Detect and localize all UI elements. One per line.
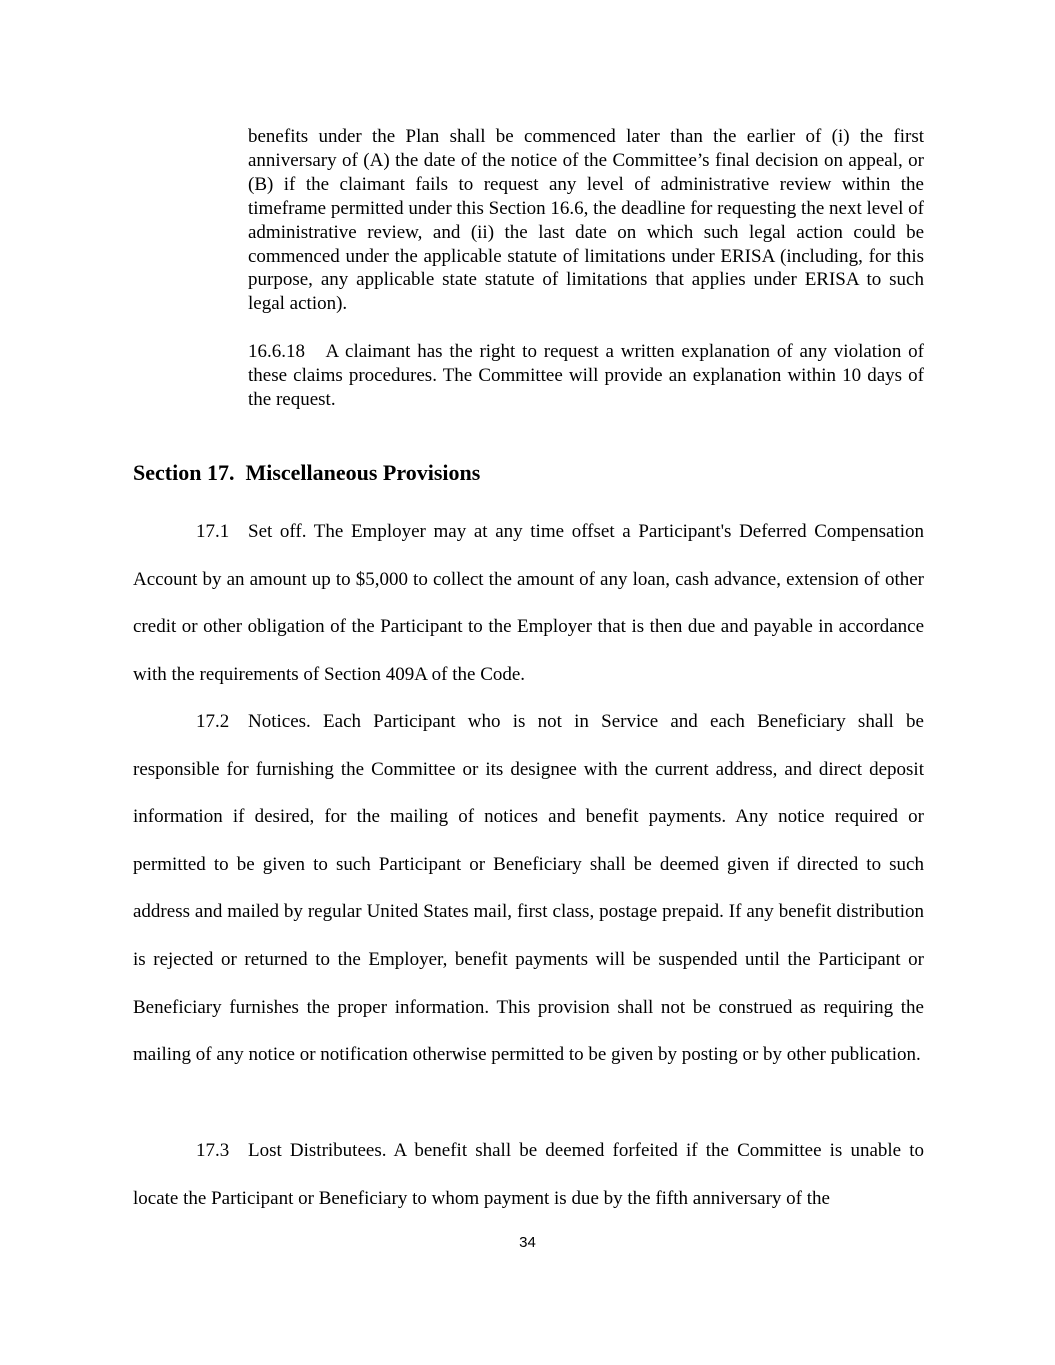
subsection-text: A claimant has the right to request a written explanation of any violation of these claims procedures. The Committee will provide an explanation within 10 days of the request. bbox=[248, 341, 924, 410]
section-number: 17.2 bbox=[196, 711, 230, 732]
section-number: 17.3 bbox=[196, 1140, 230, 1161]
section-text: Set off. The Employer may at any time offset a Participant's Deferred Compensation Account by an amount up to $5,000 to collect the amount of any loan, cash advance, extension of other credit or other obligation of the Participant to the Employer that is then due and payable in accordance with the requirements of Section 409A of the Code. bbox=[133, 521, 924, 685]
subsection-number: 16.6.18 bbox=[248, 341, 305, 362]
section-number: 17.1 bbox=[196, 521, 230, 542]
subsection-16-6-18 bbox=[248, 340, 924, 412]
section-17-2 bbox=[133, 698, 924, 1079]
section-17-1 bbox=[133, 508, 924, 698]
section-17-3 bbox=[133, 1127, 924, 1222]
section-heading: Section 17. Miscellaneous Provisions bbox=[133, 460, 481, 485]
section-text: Notices. Each Participant who is not in Service and each Beneficiary shall be responsible for furnishing the Committee or its designee with the current address, and direct deposit information if desired, for the mailing of notices and benefit payments. Any notice required or permitted to be given to such Participant or Beneficiary shall be deemed given if directed to such address and mailed by regular United States mail, first class, postage prepaid. If any benefit distribution is rejected or returned to the Employer, benefit payments will be suspended until the Participant or Beneficiary furnishes the proper information. This provision shall not be construed as requiring the mailing of any notice or notification otherwise permitted to be given by posting or by other publication. bbox=[133, 711, 924, 1066]
continued-paragraph: benefits under the Plan shall be commenced later than the earlier of (i) the first anniversary of (A) the date of the notice of the Committee’s final decision on appeal, or (B) if the claimant fails to request any level of administrative review within the timeframe permitted under this Section 16.6, the deadline for requesting the next level of administrative review, and (ii) the last date on which such legal action could be commenced under the applicable statute of limitations under ERISA (including, for this purpose, any applicable state statute of limitations that applies under ERISA to such legal action). bbox=[248, 126, 924, 315]
section-text: Lost Distributees. A benefit shall be deemed forfeited if the Committee is unable to locate the Participant or Beneficiary to whom payment is due by the fifth anniversary of the bbox=[133, 1140, 924, 1209]
page-number: 34 bbox=[519, 1234, 536, 1251]
